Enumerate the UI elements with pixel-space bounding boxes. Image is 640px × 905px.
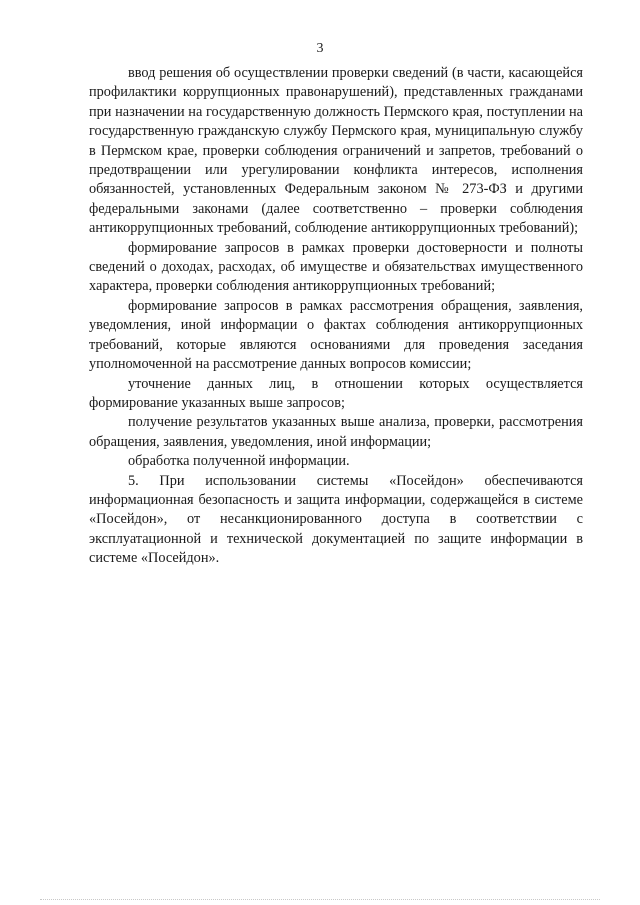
paragraph-info-processing: обработка полученной информации. — [128, 453, 350, 470]
paragraph-security-clause: 5. При использовании системы «Посейдон» обеспечиваются информационная безопасность и защита информации, содержащейся в системе «Посейдон», от несанкционированного доступа в соответствии с эксплуатационной и технической документацией по защите информации в системе «Посейдон». — [89, 472, 583, 567]
paragraph-appeal-requests: формирование запросов в рамках рассмотрения обращения, заявления, уведомления, иной информации о фактах соблюдения антикоррупционных требований, которые являются основаниями для проведения заседания уполномоченной на рассмотрение данных вопросов комиссии; — [89, 297, 583, 373]
page-number: 3 — [316, 41, 324, 56]
paragraph-decision-input: ввод решения об осуществлении проверки сведений (в части, касающейся профилактики коррупционных правонарушений), представленных гражданами при назначении на государственную должность Пермского края, поступлении на государственную гражданскую службу Пермского края, муниципальную службу в Пермском крае, проверки соблюдения ограничений и запретов, требований о предотвращении или урегулировании конфликта интересов, исполнения обязанностей, установленных Федеральным законом № 273-ФЗ и другими федеральными законами (далее соответственно – проверки соблюдения антикоррупционных требований, соблюдение антикоррупционных требований); — [89, 65, 583, 237]
scan-edge-line — [40, 899, 600, 900]
paragraph-income-requests: формирование запросов в рамках проверки достоверности и полноты сведений о доходах, расходах, об имуществе и обязательствах имущественного характера, проверки соблюдения антикоррупционных требований; — [89, 239, 583, 295]
paragraph-results-receipt: получение результатов указанных выше анализа, проверки, рассмотрения обращения, заявления, уведомления, иной информации; — [89, 414, 583, 450]
document-body — [89, 64, 583, 569]
paragraph-persons-clarification: уточнение данных лиц, в отношении которых осуществляется формирование указанных выше запросов; — [89, 375, 583, 411]
